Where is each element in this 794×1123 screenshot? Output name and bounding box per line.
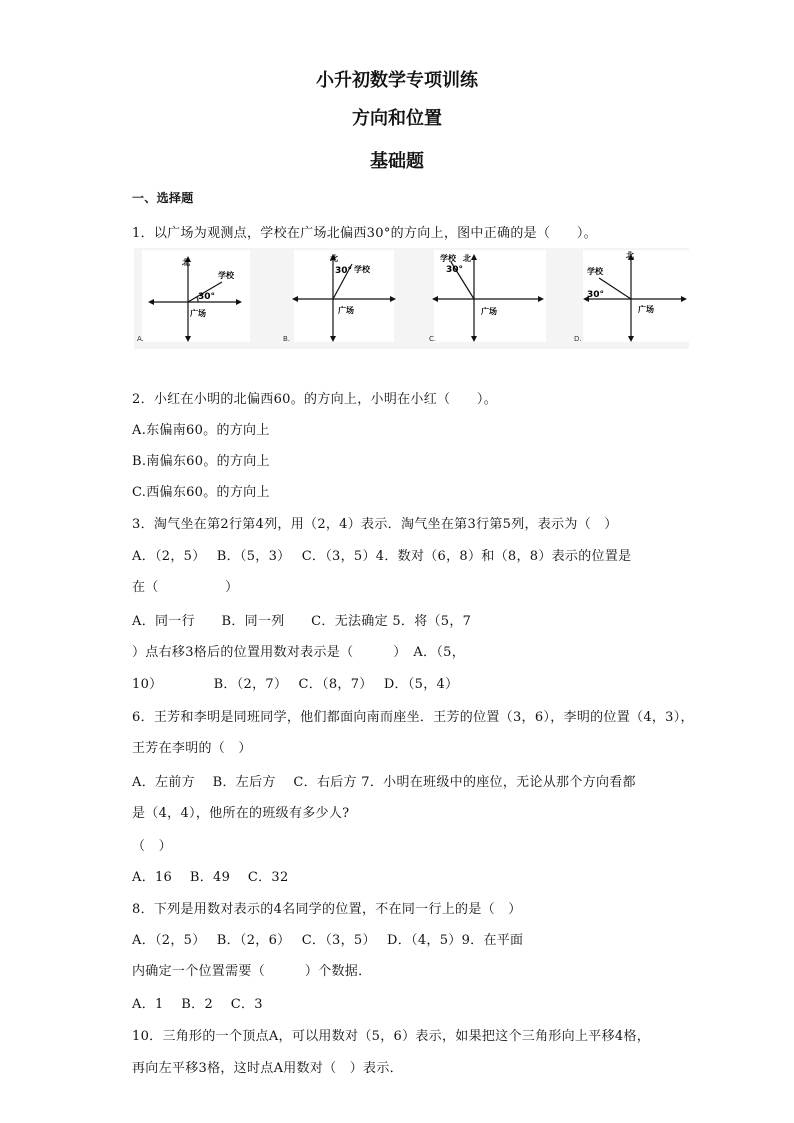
figure-d-square-label: 广场	[638, 305, 654, 314]
q5-options: 10） B．（2，7） C．（8，7） D．（5，4）	[132, 677, 459, 692]
question-3: 3．淘气坐在第2行第4列，用（2，4）表示．淘气坐在第3行第5列，表示为（ ）	[132, 517, 618, 532]
figure-d-option: D.	[574, 335, 582, 343]
question-6: 6．王芳和李明是同班同学，他们都面向南而座坐．王芳的位置（3，6），李明的位置（4，3），	[132, 710, 694, 725]
q2-option-a: A.东偏南60。的方向上	[132, 423, 270, 438]
doc-level: 基础题	[370, 151, 424, 172]
doc-title: 小升初数学专项训练	[316, 70, 478, 91]
figure-b-angle-label: 30°	[335, 266, 353, 276]
question-1: 1．以广场为观测点，学校在广场北偏西30°的方向上，图中正确的是（ ）。	[132, 226, 597, 241]
figure-a-option: A.	[137, 335, 144, 343]
figure-a-square-label: 广场	[190, 309, 206, 318]
q1-figures	[134, 248, 689, 349]
figure-b	[280, 248, 415, 349]
question-2: 2．小红在小明的北偏西60。的方向上，小明在小红（ ）。	[132, 392, 498, 407]
question-8: 8．下列是用数对表示的4名同学的位置，不在同一行上的是（ ）	[132, 902, 522, 917]
figure-c-north-label: 北	[463, 254, 471, 263]
q6-options-q7: A．左前方 B．左后方 C．右后方 7．小明在班级中的座位，无论从那个方向看都	[132, 775, 636, 790]
figure-b-school-label: 学校	[354, 265, 370, 274]
figure-a-north-label: 北	[182, 258, 190, 267]
question-10: 10．三角形的一个顶点A，可以用数对（5，6）表示，如果把这个三角形向上平移4格，	[132, 1029, 651, 1044]
q9-continued: 内确定一个位置需要（ ）个数据．	[132, 964, 372, 979]
q6-continued: 王芳在李明的（ ）	[132, 741, 252, 756]
q4-options-q5: A．同一行 B．同一列 C．无法确定 5．将（5，7	[132, 614, 472, 629]
figure-c	[426, 248, 558, 349]
section-heading: 一、选择题	[132, 191, 194, 205]
figure-b-option: B.	[283, 335, 291, 343]
figure-b-north-label: 北	[330, 254, 338, 263]
q2-option-b: B.南偏东60。的方向上	[132, 454, 270, 469]
q3-options-q4: A．（2，5） B．（5，3） C．（3，5）4．数对（6，8）和（8，8）表示的位置是	[132, 549, 632, 564]
q8-options-q9: A．（2，5） B．（2，6） C．（3，5） D．（4，5）9．在平面	[132, 933, 524, 948]
q7-blank: （ ）	[132, 839, 172, 854]
figure-a-school-label: 学校	[218, 271, 234, 280]
q4-continued: 在（ ）	[132, 580, 239, 595]
figure-a-angle-label: 30°	[198, 292, 216, 302]
figure-c-school-label: 学校	[440, 254, 456, 263]
figure-c-angle-label: 30°	[446, 265, 464, 275]
doc-subtitle: 方向和位置	[352, 108, 442, 129]
figure-d	[571, 248, 689, 349]
q5-continued: ）点右移3格后的位置用数对表示是（ ） A．（5，	[132, 645, 466, 660]
q7-continued: 是（4，4），他所在的班级有多少人?	[132, 806, 350, 821]
figure-d-north-label: 北	[626, 251, 634, 260]
figure-d-angle-label: 30°	[587, 290, 605, 300]
q7-options: A．16 B．49 C．32	[132, 870, 289, 885]
figure-c-square-label: 广场	[481, 307, 497, 316]
figure-c-option: C.	[429, 335, 437, 343]
figure-d-school-label: 学校	[587, 267, 603, 276]
q10-continued: 再向左平移3格，这时点A用数对（ ）表示．	[132, 1061, 403, 1076]
q9-options: A．1 B．2 C．3	[132, 997, 263, 1012]
q2-option-c: C.西偏东60。的方向上	[132, 485, 270, 500]
figure-a	[134, 248, 272, 349]
figure-b-square-label: 广场	[338, 306, 354, 315]
